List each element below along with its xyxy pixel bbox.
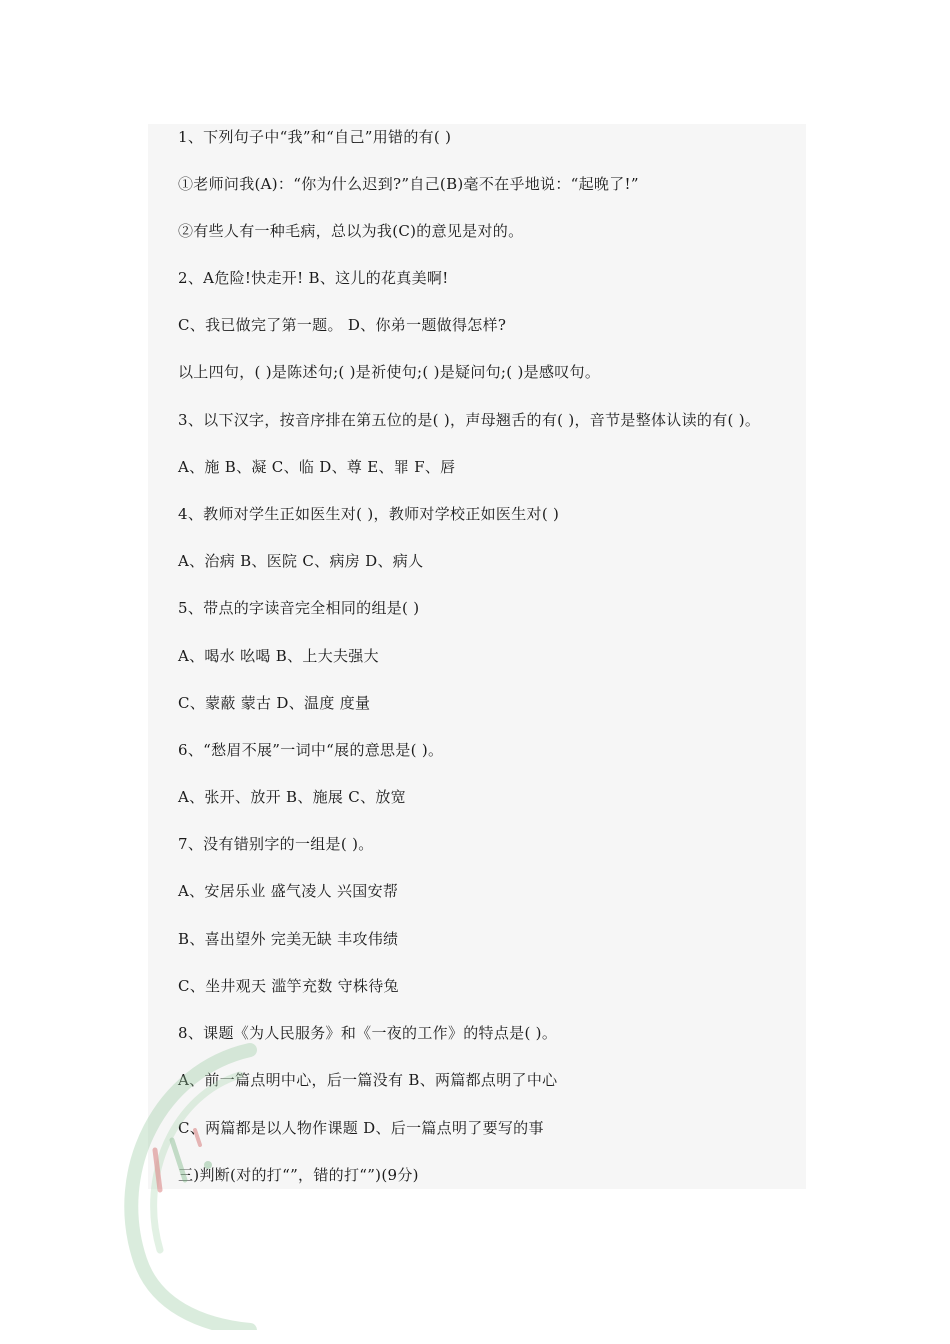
question-2-options-ab: 2、A危险!快走开! B、这儿的花真美啊! xyxy=(178,269,449,287)
question-6-options: A、张开、放开 B、施展 C、放宽 xyxy=(178,788,406,806)
question-7-option-a: A、安居乐业 盛气凌人 兴国安帮 xyxy=(178,882,399,900)
question-7: 7、没有错别字的一组是( )。 xyxy=(178,835,374,853)
section-3-heading: 三)判断(对的打“”，错的打“”)(9分) xyxy=(178,1166,419,1184)
question-3: 3、以下汉字，按音序排在第五位的是( )，声母翘舌的有( )，音节是整体认读的有( )。 xyxy=(178,411,761,429)
question-1-sentence-1: ①老师问我(A)：“你为什么迟到?”自己(B)毫不在乎地说：“起晚了!” xyxy=(178,175,639,193)
question-4-options: A、治病 B、医院 C、病房 D、病人 xyxy=(178,552,424,570)
question-4: 4、教师对学生正如医生对( )，教师对学校正如医生对( ) xyxy=(178,505,560,523)
question-2-options-cd: C、我已做完了第一题。 D、你弟一题做得怎样? xyxy=(178,316,507,334)
question-1-sentence-2: ②有些人有一种毛病，总以为我(C)的意见是对的。 xyxy=(178,222,524,240)
question-6: 6、“愁眉不展”一词中“展的意思是( )。 xyxy=(178,741,444,759)
question-5: 5、带点的字读音完全相同的组是( ) xyxy=(178,599,420,617)
question-3-options: A、施 B、凝 C、临 D、尊 E、罪 F、唇 xyxy=(178,458,456,476)
question-8: 8、课题《为人民服务》和《一夜的工作》的特点是( )。 xyxy=(178,1024,558,1042)
question-8-options-cd: C、两篇都是以人物作课题 D、后一篇点明了要写的事 xyxy=(178,1119,544,1137)
watermark-logo xyxy=(100,1030,270,1330)
question-5-options-ab: A、喝水 吆喝 B、上大夫强大 xyxy=(178,647,379,665)
question-5-options-cd: C、蒙蔽 蒙古 D、温度 度量 xyxy=(178,694,371,712)
question-8-options-ab: A、前一篇点明中心，后一篇没有 B、两篇都点明了中心 xyxy=(178,1071,558,1089)
question-2-prompt: 以上四句，( )是陈述句;( )是祈使句;( )是疑问句;( )是感叹句。 xyxy=(178,363,601,381)
question-1: 1、下列句子中“我”和“自己”用错的有( ) xyxy=(178,128,452,146)
question-7-option-c: C、坐井观天 滥竽充数 守株待兔 xyxy=(178,977,399,995)
question-7-option-b: B、喜出望外 完美无缺 丰攻伟绩 xyxy=(178,930,399,948)
